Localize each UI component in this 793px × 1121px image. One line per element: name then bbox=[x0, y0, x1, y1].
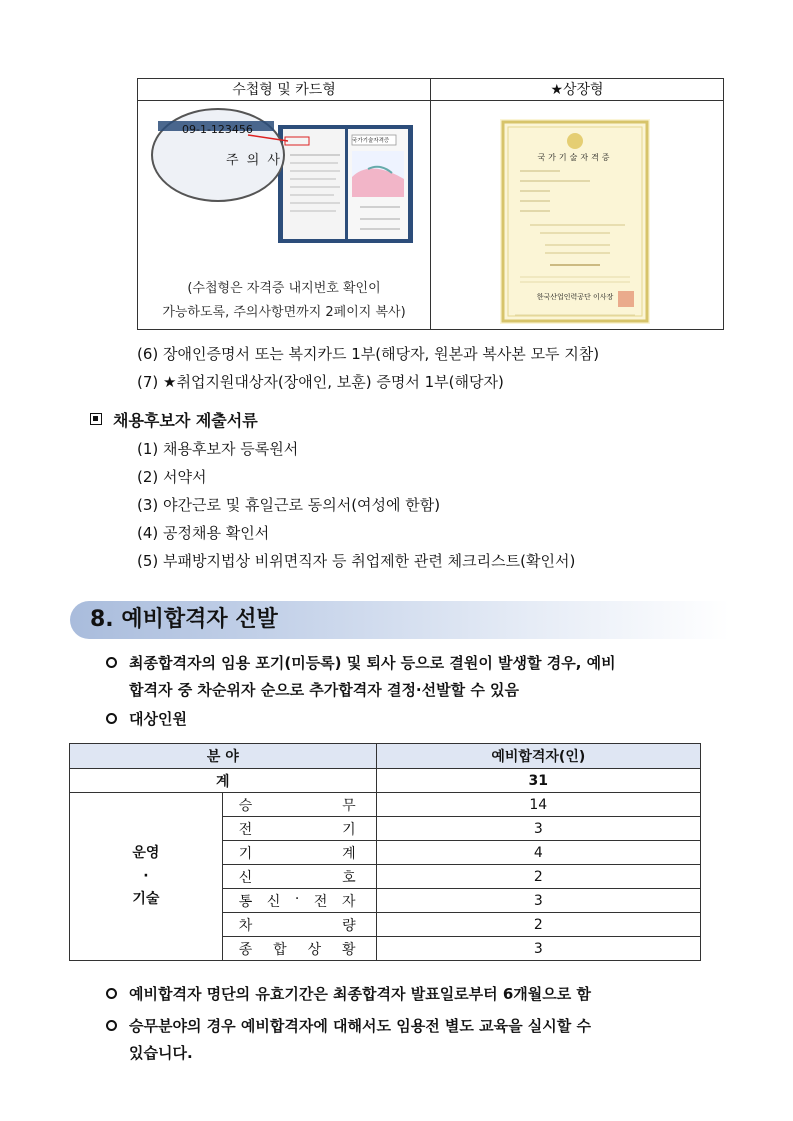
section-title: 8. 예비합격자 선발 bbox=[90, 607, 278, 632]
field-count: 2 bbox=[376, 865, 700, 889]
field-name: 승 무 bbox=[222, 793, 376, 817]
candidate-doc-4: (4) 공정채용 확인서 bbox=[137, 524, 270, 542]
table-row bbox=[70, 793, 701, 817]
field-name: 기 계 bbox=[222, 841, 376, 865]
field-count: 2 bbox=[376, 913, 700, 937]
circle-bullet-icon bbox=[106, 988, 117, 999]
field-count: 4 bbox=[376, 841, 700, 865]
candidate-docs-heading: 채용후보자 제출서류 bbox=[113, 411, 258, 430]
certificate-title: 국가기술자격증 bbox=[537, 153, 613, 162]
bullet-1-line-2: 합격자 중 차순위자 순으로 추가합격자 결정·선발할 수 있음 bbox=[129, 681, 520, 699]
field-name: 전 기 bbox=[222, 817, 376, 841]
square-bullet-icon bbox=[90, 413, 102, 425]
total-label: 계 bbox=[70, 769, 377, 793]
col-header-booklet-card: 수첩형 및 카드형 bbox=[138, 79, 430, 101]
caption-line-2: 가능하도록, 주의사항면까지 2페이지 복사) bbox=[162, 305, 406, 320]
certificate-issuer: 한국산업인력공단 이사장 bbox=[536, 293, 614, 301]
bullet-4-line-2: 있습니다. bbox=[129, 1044, 193, 1062]
booklet-caption bbox=[138, 277, 430, 325]
header-count: 예비합격자(인) bbox=[376, 744, 700, 769]
card-title: 국가기술자격증 bbox=[352, 138, 390, 144]
certificate-type-table bbox=[137, 78, 724, 330]
group-label bbox=[70, 793, 223, 961]
booklet-card-image bbox=[148, 107, 420, 247]
field-count: 14 bbox=[376, 793, 700, 817]
field-count: 3 bbox=[376, 937, 700, 961]
field-name: 신 호 bbox=[222, 865, 376, 889]
header-field: 분 야 bbox=[70, 744, 377, 769]
field-name: 통 신 · 전 자 bbox=[222, 889, 376, 913]
circle-bullet-icon bbox=[106, 657, 117, 668]
column-divider bbox=[430, 79, 431, 329]
certificate-image bbox=[500, 119, 650, 324]
reserve-personnel-table bbox=[69, 743, 701, 961]
circle-bullet-icon bbox=[106, 1020, 117, 1031]
group-line-2: · bbox=[143, 868, 149, 884]
doc-item-6: (6) 장애인증명서 또는 복지카드 1부(해당자, 원본과 복사본 모두 지참) bbox=[137, 345, 600, 363]
bullet-2: 대상인원 bbox=[129, 710, 187, 728]
col-header-certificate: ★상장형 bbox=[431, 79, 723, 101]
candidate-doc-3: (3) 야간근로 및 휴일근로 동의서(여성에 한함) bbox=[137, 496, 441, 514]
total-row bbox=[70, 769, 701, 793]
caption-line-1: (수첩형은 자격증 내지번호 확인이 bbox=[187, 281, 381, 296]
total-value: 31 bbox=[376, 769, 700, 793]
doc-item-7: (7) ★취업지원대상자(장애인, 보훈) 증명서 1부(해당자) bbox=[137, 373, 504, 391]
candidate-doc-1: (1) 채용후보자 등록원서 bbox=[137, 440, 299, 458]
bullet-4-line-1: 승무분야의 경우 예비합격자에 대해서도 임용전 별도 교육을 실시할 수 bbox=[129, 1017, 591, 1035]
field-count: 3 bbox=[376, 889, 700, 913]
bullet-3: 예비합격자 명단의 유효기간은 최종합격자 발표일로부터 6개월으로 함 bbox=[129, 985, 591, 1003]
booklet-notice: 주 의 사 bbox=[226, 153, 282, 168]
candidate-doc-2: (2) 서약서 bbox=[137, 468, 207, 486]
bullet-1-line-1: 최종합격자의 임용 포기(미등록) 및 퇴사 등으로 결원이 발생할 경우, 예비 bbox=[129, 654, 616, 672]
field-name: 종 합 상 황 bbox=[222, 937, 376, 961]
group-line-1: 운영 bbox=[132, 845, 160, 861]
field-count: 3 bbox=[376, 817, 700, 841]
group-line-3: 기술 bbox=[132, 891, 160, 907]
circle-bullet-icon bbox=[106, 713, 117, 724]
booklet-number: 09-1-123456 bbox=[182, 123, 253, 136]
field-name: 차 량 bbox=[222, 913, 376, 937]
candidate-doc-5: (5) 부패방지법상 비위면직자 등 취업제한 관련 체크리스트(확인서) bbox=[137, 552, 576, 570]
